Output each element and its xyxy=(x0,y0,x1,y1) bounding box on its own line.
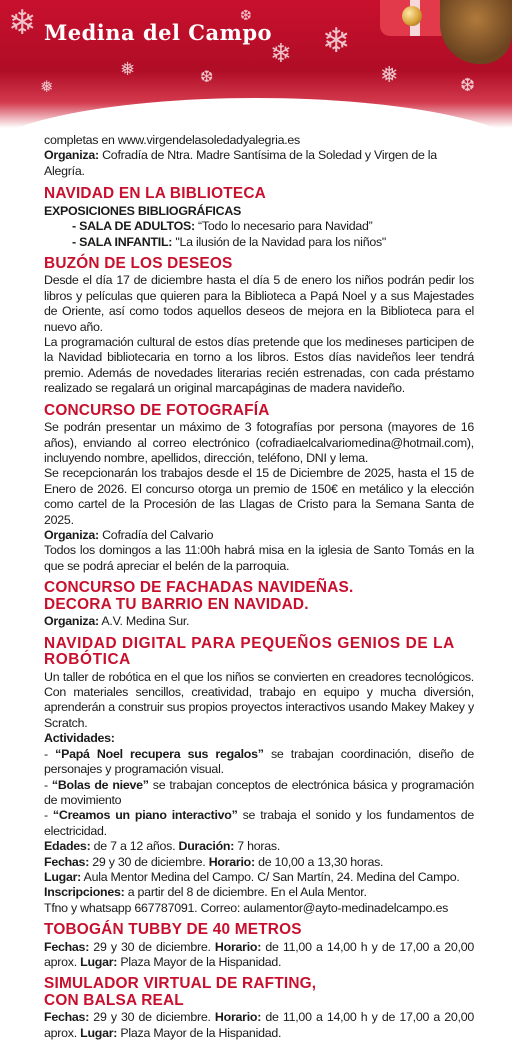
field-value: Plaza Mayor de la Hispanidad. xyxy=(117,1025,282,1040)
fachadas-section xyxy=(44,580,474,629)
section-heading xyxy=(44,636,474,669)
heading-line: SIMULADOR VIRTUAL DE RAFTING, xyxy=(44,975,317,993)
rafting-section xyxy=(44,976,474,1041)
activity-item xyxy=(44,747,474,778)
snowflake-icon: ❅ xyxy=(120,59,136,79)
fechas-line xyxy=(44,855,474,870)
intro-link-line: completas en www.virgendelasoledadyalegria.es xyxy=(44,133,300,147)
list-item-label: - SALA INFANTIL: xyxy=(72,234,173,249)
paragraph: Todos los domingos a las 11:00h habrá misa en la iglesia de Santo Tomás en la que se podrá apreciar el belén de la parroquia. xyxy=(44,543,474,573)
heading-line: CONCURSO DE FACHADAS NAVIDEÑAS. xyxy=(44,579,354,597)
activity-item xyxy=(44,808,474,839)
field-value: Aula Mentor Medina del Campo. C/ San Martín, 24. Medina del Campo. xyxy=(81,869,460,884)
activity-text: se trabaja el sonido y los fundamentos de electricidad. xyxy=(44,808,474,838)
field-value: 29 y 30 de diciembre. xyxy=(89,1010,215,1025)
field-label: Edades: xyxy=(44,839,91,854)
snowflake-icon: ❆ xyxy=(240,7,252,23)
snowflake-icon: ❄ xyxy=(8,4,37,42)
intro-section xyxy=(44,133,474,179)
schedule-line xyxy=(44,940,474,971)
organizer-line xyxy=(44,528,474,543)
biblioteca-section xyxy=(44,186,474,250)
snowflake-icon: ❅ xyxy=(380,62,399,87)
paragraph: Se recepcionarán los trabajos desde el 15 de Diciembre de 2025, hasta el 15 de Enero de 2026. El concurso otorga un premio de 150€ en metálico y la elección como cartel de la Procesión de las Llagas de Cristo para la Semana Santa de 2025. xyxy=(44,466,474,527)
field-label: Horario: xyxy=(214,939,262,954)
paragraph: Se podrán presentar un máximo de 3 fotografías por persona (mayores de 16 años), enviando al correo electrónico (cofradiaelcalvariomedina@hotmail.com), incluyendo nombre, apellidos, dirección, teléfono, DNI y lema. xyxy=(44,420,474,465)
section-heading: TOBOGÁN TUBBY DE 40 METROS xyxy=(44,921,302,939)
field-label: Horario: xyxy=(208,854,255,869)
field-value: Plaza Mayor de la Hispanidad. xyxy=(117,955,282,970)
snowflake-icon: ❄ xyxy=(270,38,292,68)
foto-section xyxy=(44,403,474,575)
activities-label: Actividades: xyxy=(44,731,115,746)
activity-title: “Creamos un piano interactivo” xyxy=(52,808,238,823)
section-heading: NAVIDAD EN LA BIBLIOTECA xyxy=(44,185,266,203)
field-value: de 11,00 a 14,00 h y de 17,00 a 20,00 aprox. xyxy=(44,939,474,970)
schedule-line xyxy=(44,1010,474,1041)
activity-title: “Papá Noel recupera sus regalos” xyxy=(55,746,264,761)
header-wave xyxy=(0,98,512,128)
field-label: Fechas: xyxy=(44,854,90,869)
activity-title: “Bolas de nieve” xyxy=(51,777,149,792)
field-value: 29 y 30 de diciembre. xyxy=(89,854,209,869)
field-value: 7 horas. xyxy=(234,839,281,854)
organizer-label: Organiza: xyxy=(44,528,99,543)
paragraph: Desde el día 17 de diciembre hasta el día 5 de enero los niños podrán pedir los libros y películas que quieren para la Biblioteca a Papá Noel y a sus Majestades de Oriente, así como todos aquellos deseos de mejora en la Biblioteca para el nuevo año. xyxy=(44,273,474,334)
list-item-text: "La ilusión de la Navidad para los niños" xyxy=(172,234,387,249)
heading-line: CON BALSA REAL xyxy=(44,991,184,1009)
organizer-text: Cofradía de Ntra. Madre Santísima de la Soledad y Virgen de la Alegría. xyxy=(44,148,437,178)
field-label: Duración: xyxy=(178,839,235,854)
section-heading xyxy=(44,976,474,1009)
heading-line: NAVIDAD DIGITAL PARA PEQUEÑOS GENIOS DE LA xyxy=(44,634,455,652)
section-heading: BUZÓN DE LOS DESEOS xyxy=(44,254,233,272)
field-label: Fechas: xyxy=(44,939,90,954)
organizer-line xyxy=(44,614,474,629)
section-subheading: EXPOSICIONES BIBLIOGRÁFICAS xyxy=(44,203,242,218)
snowflake-icon: ❄ xyxy=(322,22,351,60)
field-value: de 11,00 a 14,00 h y de 17,00 a 20,00 aprox. xyxy=(44,1010,474,1040)
section-heading xyxy=(44,580,474,613)
christmas-bauble-icon xyxy=(402,6,422,26)
organizer-label: Organiza: xyxy=(44,148,99,163)
field-value: de 10,00 a 13,30 horas. xyxy=(254,854,384,869)
snowflake-icon: ❅ xyxy=(40,79,54,96)
list-item-text: “Todo lo necesario para Navidad” xyxy=(194,219,373,234)
tobogan-section xyxy=(44,922,474,970)
contact-line: Tfno y whatsapp 667787091. Correo: aulamentor@ayto-medinadelcampo.es xyxy=(44,900,449,915)
activity-text: se trabajan conceptos de electrónica básica y programación de movimiento xyxy=(44,777,474,807)
buzon-section xyxy=(44,256,474,397)
bullet: - xyxy=(44,777,52,792)
bullet: - xyxy=(44,808,53,823)
snowflake-icon: ❆ xyxy=(200,69,214,86)
edades-line xyxy=(44,839,474,854)
header-banner xyxy=(0,0,512,128)
inscripciones-line xyxy=(44,885,474,900)
heading-line: DECORA TU BARRIO EN NAVIDAD. xyxy=(44,595,309,613)
field-label: Horario: xyxy=(214,1010,262,1025)
field-label: Inscripciones: xyxy=(44,885,125,900)
paragraph: La programación cultural de estos días pretende que los medineses participen de la Navidad bibliotecaria en torno a los libros. Estos días navideños leer tendrá premio. Además de novedades literarias recién estrenadas, con cada préstamo realizado se regalará un original marcapáginas de madera navideño. xyxy=(44,335,474,396)
section-heading: CONCURSO DE FOTOGRAFÍA xyxy=(44,401,270,419)
list-item xyxy=(44,235,474,250)
robotica-section xyxy=(44,636,474,917)
field-label: Lugar: xyxy=(44,869,82,884)
list-item-label: - SALA DE ADULTOS: xyxy=(72,219,195,234)
field-label: Lugar: xyxy=(80,955,118,970)
field-value: de 7 a 12 años. xyxy=(90,839,179,854)
field-label: Fechas: xyxy=(44,1010,90,1025)
snowflake-icon: ❆ xyxy=(460,75,476,95)
paragraph: Un taller de robótica en el que los niños se convierten en creadores tecnológicos. Con materiales sencillos, creatividad, trabajo en equipo y mucha diversión, aprenderán a construir sus propios proyectos interactivos usando Makey Makey y Scratch. xyxy=(44,669,474,730)
field-label: Lugar: xyxy=(80,1025,118,1040)
pine-cone-icon xyxy=(440,0,512,64)
page-title: Medina del Campo xyxy=(44,20,273,45)
list-item xyxy=(44,219,474,234)
field-value: 29 y 30 de diciembre. xyxy=(89,939,215,954)
activity-text: se trabajan coordinación, diseño de personajes y programación visual. xyxy=(44,746,474,777)
heading-line: ROBÓTICA xyxy=(44,651,131,669)
bullet: - xyxy=(44,746,56,761)
organizer-text: Cofradía del Calvario xyxy=(98,528,214,543)
organizer-text: A.V. Medina Sur. xyxy=(98,614,190,629)
activity-item xyxy=(44,778,474,809)
intro-organizer xyxy=(44,148,474,179)
lugar-line xyxy=(44,870,474,885)
main-content xyxy=(44,133,474,1041)
organizer-label: Organiza: xyxy=(44,614,99,629)
field-value: a partir del 8 de diciembre. En el Aula Mentor. xyxy=(124,885,367,900)
